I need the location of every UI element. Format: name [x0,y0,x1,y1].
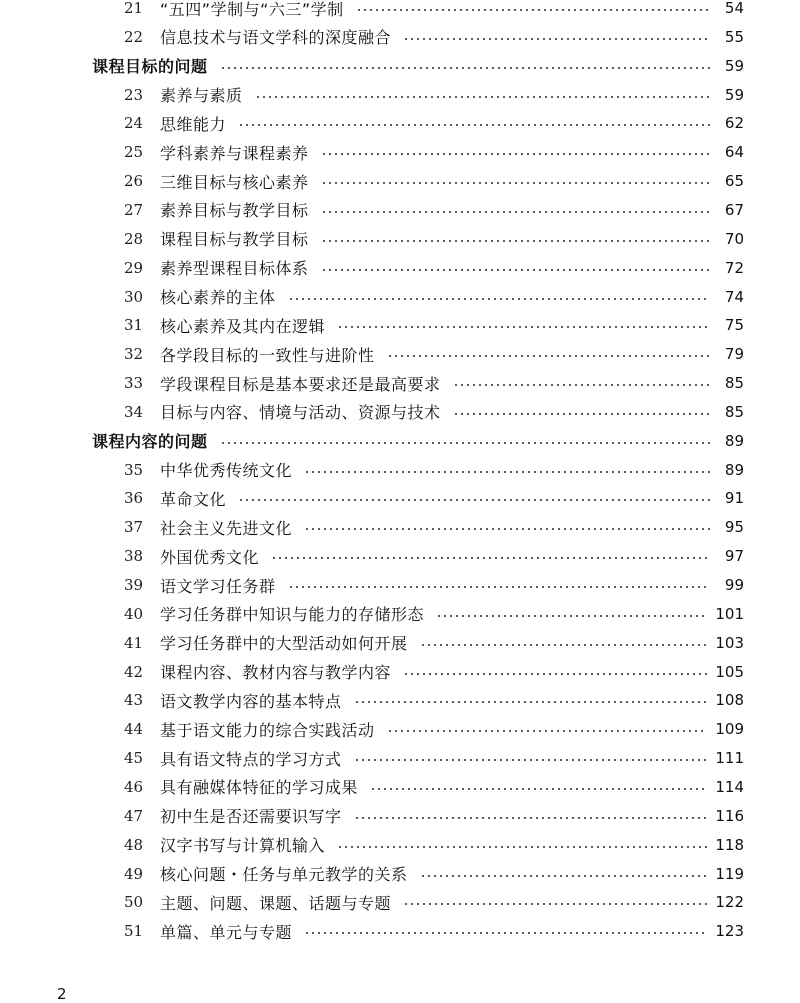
toc-entry-number: 38 [124,547,144,566]
toc-entry-title: 素养型课程目标体系 [160,259,309,279]
toc-page-number: 103 [715,633,744,652]
toc-section-heading [0,52,800,80]
toc-entry-number: 44 [124,720,144,739]
toc-page-number: 64 [724,143,744,162]
toc-page-number: 111 [715,749,744,768]
toc-entry-number: 29 [124,258,144,277]
dot-leader [387,730,708,732]
toc-entry-number: 50 [124,893,144,912]
toc-entry-title: 核心素养的主体 [160,288,276,307]
toc-entry [0,571,800,599]
toc-entry-title: 学科素养与课程素养 [160,143,309,163]
toc-page-number: 97 [724,547,744,566]
toc-entry-number: 43 [124,691,144,710]
toc-entry [0,369,800,397]
toc-entry-title: 学段课程目标是基本要求还是最高要求 [160,374,441,394]
toc-entry [0,196,800,224]
toc-entry-number: 42 [124,662,144,681]
toc-entry-title: 单篇、单元与专题 [160,922,293,942]
toc-page-number: 101 [715,604,744,623]
dot-leader [220,67,710,69]
toc-page-number: 99 [724,576,744,594]
toc-entry-title: 学习任务群中的大型活动如何开展 [160,634,408,654]
toc-entry-number: 22 [124,27,144,46]
toc-page-number: 74 [724,287,744,306]
toc-entry [0,773,800,801]
toc-entry-number: 35 [124,460,144,479]
dot-leader [403,903,707,905]
toc-entry-number: 24 [124,114,144,133]
toc-entry-number: 46 [124,777,144,796]
toc-entry-number: 33 [124,374,144,393]
toc-entry-title: 语文教学内容的基本特点 [160,691,342,711]
toc-entry [0,225,800,253]
dot-leader [238,499,710,501]
dot-leader [436,615,707,617]
dot-leader [403,38,710,40]
toc-entry-number: 28 [124,229,144,248]
toc-page-number: 114 [715,777,744,796]
toc-entry [0,802,800,830]
toc-entry-title: 核心素养及其内在逻辑 [160,316,326,336]
toc-entry [0,917,800,945]
dot-leader [354,759,708,761]
toc-page-number: 85 [724,402,744,421]
toc-entry-title: “五四”学制与“六三”学制 [160,0,344,19]
toc-page-number: 91 [724,489,744,508]
dot-leader [453,384,710,386]
toc-entry [0,888,800,916]
dot-leader [354,817,708,819]
toc-page-number: 59 [724,85,744,104]
toc-entry-number: 25 [124,143,144,162]
toc-entry [0,831,800,859]
toc-entry [0,600,800,628]
toc-page-number: 119 [715,864,744,883]
toc-entry-title: 各学段目标的一致性与进阶性 [160,345,375,365]
toc-page-number: 70 [724,229,744,248]
toc-entry-number: 34 [124,402,144,421]
dot-leader [321,240,710,242]
section-title: 课程目标的问题 [92,57,208,77]
dot-leader [321,269,710,271]
toc-entry-title: 素养与素质 [160,86,243,106]
dot-leader [271,557,710,559]
dot-leader [370,788,707,790]
toc-entry-number: 51 [124,922,144,941]
toc-entry-title: 思维能力 [160,114,227,134]
toc-entry-title: 信息技术与语文学科的深度融合 [160,28,392,48]
toc-entry [0,340,800,368]
toc-page-number: 123 [715,922,744,941]
toc-entry-title: 初中生是否还需要识写字 [160,807,342,827]
toc-entry [0,109,800,137]
footer-page-number: 2 [57,985,67,1003]
dot-leader [238,124,710,126]
toc-entry-number: 23 [124,85,144,104]
toc-entry-title: 语文学习任务群 [160,576,276,596]
toc-entry-title: 目标与内容、情境与活动、资源与技术 [160,403,441,423]
toc-entry [0,860,800,888]
toc-entry-title: 主题、问题、课题、话题与专题 [160,893,392,913]
toc-page-number: 85 [724,374,744,393]
toc-entry-number: 45 [124,749,144,768]
toc-entry-title: 外国优秀文化 [160,547,260,567]
toc-entry-title: 汉字书写与计算机输入 [160,836,326,856]
toc-entry-title: 基于语文能力的综合实践活动 [160,720,375,740]
toc-entry [0,81,800,109]
toc-entry [0,311,800,339]
dot-leader [288,298,710,300]
toc-entry [0,715,800,743]
dot-leader [220,442,710,444]
dot-leader [304,471,710,473]
dot-leader [354,701,708,703]
toc-entry-title: 素养目标与教学目标 [160,201,309,221]
toc-entry [0,542,800,570]
toc-entry-title: 核心问题・任务与单元教学的关系 [160,865,408,884]
toc-page-number: 79 [724,345,744,364]
toc-entry-number: 41 [124,633,144,652]
toc-page-number: 89 [724,431,744,450]
dot-leader [321,153,710,155]
toc-entry-number: 21 [124,0,144,17]
toc-page-number: 105 [715,662,744,681]
toc-entry-number: 40 [124,604,144,623]
toc-page-number: 72 [724,258,744,277]
toc-entry [0,484,800,512]
toc-page-number: 122 [715,893,744,912]
toc-entry [0,456,800,484]
toc-page-number: 65 [724,172,744,191]
toc-entry-number: 48 [124,835,144,854]
toc-entry [0,629,800,657]
dot-leader [321,211,710,213]
toc-entry [0,686,800,714]
toc-page-number: 55 [724,27,744,46]
dot-leader [356,9,710,11]
toc-entry-number: 37 [124,518,144,537]
toc-entry [0,658,800,686]
toc-entry-number: 36 [124,489,144,508]
toc-entry [0,398,800,426]
toc-page-number: 108 [715,691,744,710]
toc-entry-number: 26 [124,172,144,191]
toc-entry-title: 具有语文特点的学习方式 [160,749,342,769]
toc-entry-title: 学习任务群中知识与能力的存储形态 [160,605,425,625]
toc-page-number: 59 [724,56,744,75]
toc-entry-title: 课程目标与教学目标 [160,230,309,250]
dot-leader [420,644,708,646]
toc-entry [0,138,800,166]
toc-entry [0,254,800,282]
toc-section-heading [0,427,800,455]
toc-page-number: 118 [715,835,744,854]
toc-entry-number: 31 [124,316,144,335]
toc-entry-title: 具有融媒体特征的学习成果 [160,778,359,798]
dot-leader [255,96,710,98]
toc-entry-number: 39 [124,576,144,594]
dot-leader [420,875,708,877]
toc-entry [0,513,800,541]
dot-leader [337,326,710,328]
toc-entry [0,0,800,22]
toc-entry [0,283,800,311]
dot-leader [453,413,710,415]
toc-entry-title: 中华优秀传统文化 [160,461,293,481]
toc-entry-number: 49 [124,864,144,883]
dot-leader [387,355,710,357]
toc-entry-title: 社会主义先进文化 [160,518,293,538]
section-title: 课程内容的问题 [92,432,208,452]
toc-entry-title: 革命文化 [160,489,227,509]
toc-entry [0,23,800,51]
toc-entry-number: 30 [124,287,144,306]
toc-entry-number: 32 [124,345,144,364]
toc-page-number: 116 [715,806,744,825]
dot-leader [403,673,707,675]
dot-leader [304,528,710,530]
toc-page-number: 95 [724,518,744,537]
toc-entry-title: 三维目标与核心素养 [160,172,309,192]
toc-page-number: 67 [724,200,744,219]
toc-page-number: 54 [724,0,744,17]
dot-leader [321,182,710,184]
toc-entry-number: 47 [124,806,144,825]
toc-page-number: 89 [724,460,744,479]
dot-leader [337,846,707,848]
toc-entry-title: 课程内容、教材内容与教学内容 [160,663,392,683]
toc-entry [0,167,800,195]
toc-page-number: 109 [715,720,744,739]
toc-page-number: 62 [724,114,744,133]
toc-page-number: 75 [724,316,744,335]
toc-entry-number: 27 [124,200,144,219]
dot-leader [304,932,707,934]
dot-leader [288,586,710,588]
toc-entry [0,744,800,772]
